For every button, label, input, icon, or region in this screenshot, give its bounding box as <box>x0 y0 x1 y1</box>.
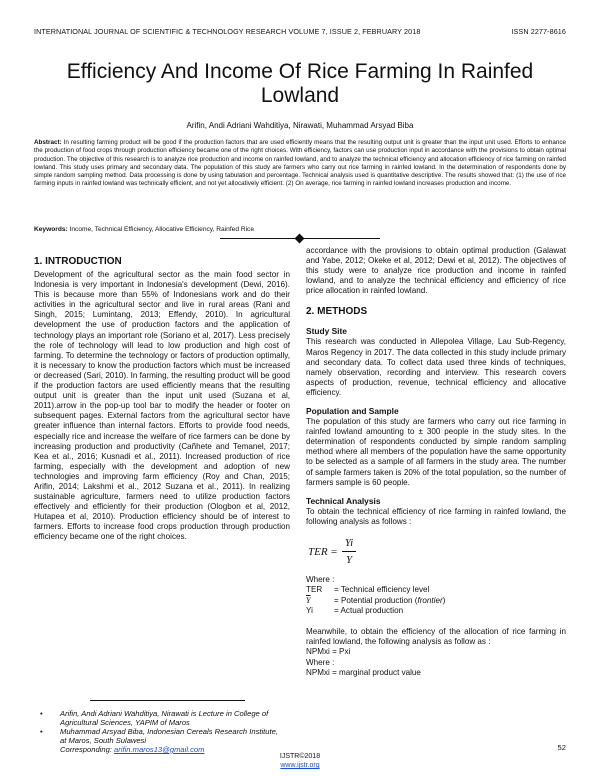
definition-row <box>306 585 566 596</box>
ter-formula <box>306 535 566 569</box>
definition-emphasis: frontier <box>417 595 443 605</box>
journal-url-link[interactable]: www.ijstr.org <box>280 762 320 769</box>
page-footer <box>0 752 600 770</box>
definition-desc: = Potential production ( <box>334 595 418 605</box>
introduction-heading: 1. INTRODUCTION <box>34 256 122 267</box>
definition-row <box>306 596 566 607</box>
abstract-text: In resulting farming product will be good if the production factors that are used efficiently means that the resulting output unit is greater than the input unit used. Efforts to enhance the production of food crops through production efficiency became one of the right choices. With efficiency, factors can use production input in accordance with the provisions to obtain optimal production. The objective of this research is to analyze rice production and income on rainfed lowland, and to analyze the technical efficiency and allocation efficiency of rice farming on rainfed lowland. This study uses primary and secondary data. The population of this study are farmers who carry out rice farming in rainfed lowland. In the determination of respondents done by simple random sampling method. Data processing is done by using tabulation and percentage. Technical analysis used is quantitative descriptive. The results showed that: (1) the use of rice farming inputs in rainfed lowland was technically efficient, and not yet allocatively efficient. (2) On average, rice farming in rainfed lowland increases production and income. <box>34 139 566 188</box>
study-site-text: This research was conducted in Allepolea Village, Lau Sub-Regency, Maros Regency in 2017. The data collected in this study include primary and secondary data. To collect data used three kinds of techniques, namely observation, recording and interview. This research covers aspects of production, revenue, technical efficiency and allocative efficiency. <box>306 337 566 397</box>
footnote-text: Muhammad Arsyad Biba, Indonesian Cereals Research Institute, at Maros, South Sulawesi <box>60 727 278 745</box>
keywords-label: Keywords: <box>34 226 68 233</box>
definition-text <box>334 596 445 607</box>
formula-lhs: TER = <box>308 545 338 558</box>
formula-numerator: Yi <box>344 536 354 549</box>
formula-fraction <box>342 537 356 566</box>
npm-equation: NPMxi = Pxi <box>306 647 351 657</box>
population-heading: Population and Sample <box>306 406 399 417</box>
footnote-item <box>40 709 280 727</box>
abstract <box>34 139 566 189</box>
paper-title: Efficiency And Income Of Rice Farming In Rainfed Lowland <box>66 60 534 107</box>
population-text: The population of this study are farmers who carry out rice farming in rainfed lowland amounting to ± 300 people in the study sites. In the determination of respondents conducted by simple random sampling method where all members of the population have the same opportunity to be selected as a sample of all farmers in the study area. The number of sample farmers taken is 20% of the total population, so the number of farmers sample is 60 people. <box>306 417 566 487</box>
formula-definitions <box>306 575 566 617</box>
right-column <box>306 246 566 679</box>
methods-heading: 2. METHODS <box>306 306 368 318</box>
introduction-text: Development of the agricultural sector as the main food sector in Indonesia is very important in Indonesia's development (Dewi, 2016). This is because more than 55% of Indonesians work and do their activities in the agricultural sector and live in rural areas (Rani and Singh, 2015; Lumintang, 2013; Effendy, 2010). In agricultural development the use of production factors and the application of technology plays an important role (Soriano et al, 2017). Less precisely the role of technology will lead to low production and high cost of farming. To determine the technology or factors of production optimally, it is necessary to know the production factors which must be increased or decreased (Sari, 2010). In farming, the resulting product will be good if the production factors are used efficiently means that the resulting output unit is greater than the input unit used (Suzana et al, 2011).arrow in the pop-up tool bar to modify the header or footer on subsequent pages. External factors from the agricultural sector have greater influence than internal factors. Efforts to provide food needs, especially rice and increase the welfare of rice farmers can be done by increasing production and productivity (Cañhete and Temanel, 2017; Kea et al., 2016; Kusnadi et al., 2011). Increased production of rice farming, especially with the development and adoption of new technologies and improving farm efficiency (Roy and Chan, 2015; Arifin, 2014; Lakshmi et al., 2012 Suzana et al., 2011). In realizing sustainable agriculture, farmers need to utilize production factors effectively and efficiently for their production (Ologbon et al, 2012, Hutapea et al, 2010). Production efficiency should be of interest to farmers. Efforts to increase food crops production through production efficiency became one of the right choices. <box>34 270 290 542</box>
copyright: IJSTR©2018 <box>279 753 321 760</box>
journal-name: INTERNATIONAL JOURNAL OF SCIENTIFIC & TECHNOLOGY RESEARCH VOLUME 7, ISSUE 2, FEBRUARY 2018 <box>34 27 421 36</box>
keywords <box>34 226 566 233</box>
definition-text: = Actual production <box>334 606 404 616</box>
npm-definition: NPMxi = marginal product value <box>306 668 421 678</box>
fraction-bar <box>342 551 356 552</box>
issn: ISSN 2277-8616 <box>511 27 566 36</box>
allocation-text: Meanwhile, to obtain the efficiency of the allocation of rice farming in rainfed lowland, the following analysis as follow as : <box>306 626 566 646</box>
bullet-icon: • <box>40 709 43 718</box>
study-site-heading: Study Site <box>306 326 347 337</box>
footnotes <box>40 709 280 754</box>
corresponding-label: Corresponding: <box>60 745 115 754</box>
authors: Arifin, Andi Adriani Wahditiya, Nirawati, Muhammad Arsyad Biba <box>186 121 414 130</box>
definition-text: = Technical efficiency level <box>334 585 430 595</box>
footnote-item <box>40 727 280 754</box>
author-email-link[interactable]: arifin.maros13@gmail.com <box>114 745 205 754</box>
definition-symbol: Yi <box>306 606 313 616</box>
where-label: Where : <box>306 657 335 667</box>
keywords-text: Income, Technical Efficiency, Allocative Efficiency, Rainfed Rice <box>67 226 255 233</box>
definition-row <box>306 606 566 617</box>
definition-symbol: TER <box>306 585 323 595</box>
definition-symbol: $\overline{Y}$ <box>306 595 311 605</box>
technical-analysis-heading: Technical Analysis <box>306 495 381 506</box>
bullet-icon: • <box>40 727 43 736</box>
footnote-rule <box>90 700 245 701</box>
abstract-label: Abstract: <box>34 139 62 146</box>
technical-analysis-text: To obtain the technical efficiency of rice farming in rainfed lowland, the following analysis as follows : <box>306 506 566 526</box>
definition-tail: ) <box>442 595 446 605</box>
introduction-continued: accordance with the provisions to obtain optimal production (Galawat and Yabe, 2012; Okeke et al, 2012; Dewi et al, 2012). The objectives of this study were to analyze rice production and income in rainfed lowland, and to analyze the technical efficiency and efficiency of rice price allocation in rainfed lowland. <box>306 246 566 296</box>
formula-denominator: Y <box>345 553 353 566</box>
npm-definitions <box>306 647 566 679</box>
page-number: 52 <box>557 743 566 752</box>
divider-diamond-icon <box>295 233 305 243</box>
left-column <box>34 256 290 543</box>
footnote-text: Arifin, Andi Adriani Wahditiya, Nirawati is Lecture in College of Agricultural Sciences, YAPIM of Maros <box>60 709 269 727</box>
where-label: Where : <box>306 574 335 584</box>
